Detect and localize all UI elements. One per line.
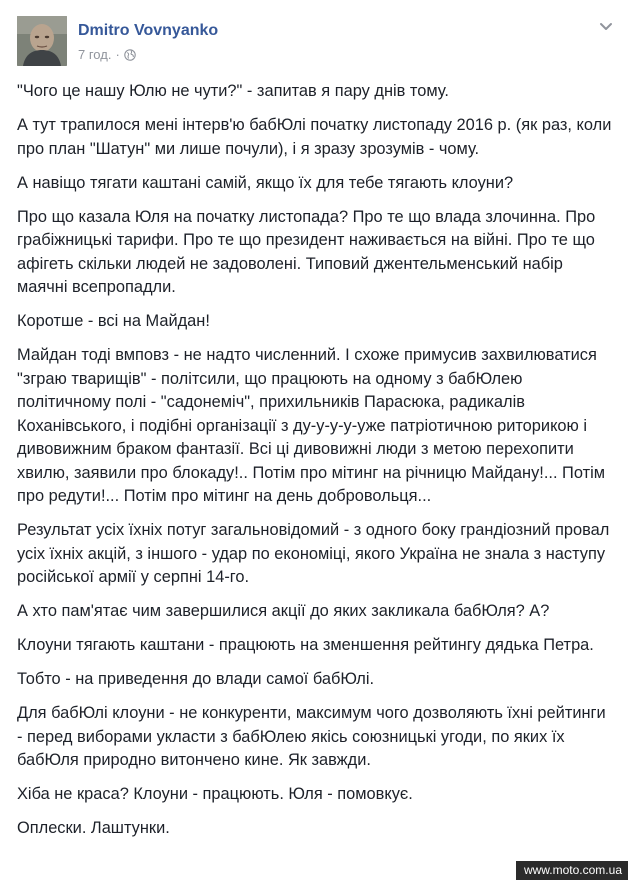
post-paragraph: А навіщо тягати каштані самій, якщо їх для тебе тягають клоуни? [17, 173, 514, 192]
post-paragraph: Для бабЮлі клоуни - не конкуренти, максимум чого дозволяють їхні рейтинги - перед виборами укласти з бабЮлею якісь союзницькі угоди, по яких їх бабЮля природно витончено кине. Як завжди. [17, 704, 606, 769]
globe-icon[interactable] [124, 49, 136, 61]
post-paragraph: Оплески. Лаштунки. [17, 819, 170, 837]
post-time[interactable]: 7 год. [78, 47, 112, 62]
post-body [17, 80, 615, 851]
post-paragraph: Результат усіх їхніх потуг загальновідомий - з одного боку грандіозний провал усіх їхніх акцій, з іншого - удар по економіці, якого Україна не знала з наступу російської армії у серпні 14-го. [17, 521, 610, 586]
site-watermark: www.moto.com.ua [516, 861, 628, 880]
chevron-down-icon[interactable] [599, 19, 613, 29]
post-paragraph: Клоуни тягають каштани - працюють на зменшення рейтингу дядька Петра. [17, 636, 594, 654]
avatar-image [17, 16, 67, 66]
post-paragraph: А хто пам'ятає чим завершилися акції до яких закликала бабЮля? А? [17, 602, 550, 620]
post-paragraph: "Чого це нашу Юлю не чути?" - запитав я пару днів тому. [17, 82, 449, 100]
author-name[interactable]: Dmitro Vovnyanko [78, 22, 219, 39]
meta-separator: · [115, 47, 120, 62]
post-paragraph: Коротше - всі на Майдан! [17, 312, 210, 330]
post-header [17, 16, 617, 68]
post-paragraph: Хіба не краса? Клоуни - працюють. Юля - помовкує. [17, 785, 413, 803]
post-paragraph: Про що казала Юля на початку листопада? Про те що влада злочинна. Про грабіжницькі тарифи. Про те що президент наживається на війні. Про те що афігеть скільки людей не задоволені. Типовий джентельменський набір маячні всепропадли. [17, 207, 596, 296]
post-paragraph: А тут трапилося мені інтерв'ю бабЮлі початку листопаду 2016 р. (як раз, коли про план "Шатун" ми лише почули), і я зразу зрозумів - чому. [17, 116, 612, 158]
avatar[interactable] [17, 16, 67, 66]
post-paragraph: Майдан тоді вмповз - не надто численний. І схоже примусив захвилюватися "зграю тварищів" - політсили, що працюють на одному з бабЮлею політичному полі - "садонеміч", прихильників Парасюка, радикалів Коханівського, і подібні організації з ду-у-у-у-уже патріотичною риторикою і дивовижним браком фантазії. Всі ці дивовижні люди з метою перехопити хвилю, заявили про блокаду!.. Потім про мітинг на річницю Майдану!... Потім про редути!... Потім про мітинг на день добровольця... [17, 346, 606, 505]
post-meta [78, 47, 136, 62]
post-paragraph: Тобто - на приведення до влади самої бабЮлі. [17, 670, 375, 688]
